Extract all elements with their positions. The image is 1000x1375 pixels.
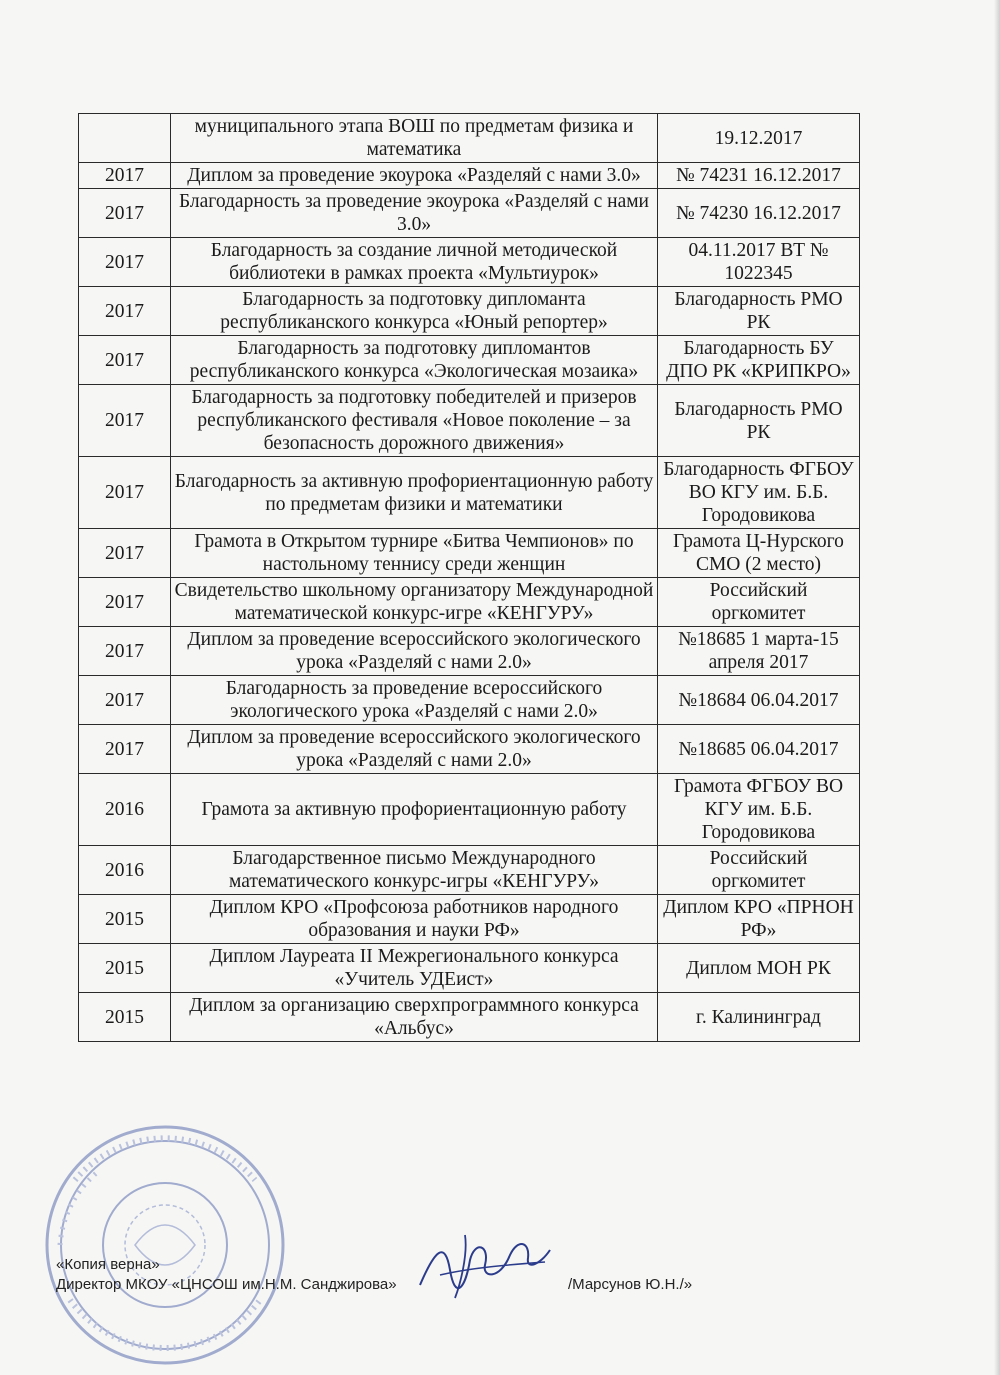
document-cell: г. Калининград xyxy=(658,993,860,1042)
document-cell: № 74230 16.12.2017 xyxy=(658,189,860,238)
table-row xyxy=(79,287,860,336)
document-cell: 19.12.2017 xyxy=(658,114,860,163)
year-cell: 2017 xyxy=(79,336,171,385)
table-row xyxy=(79,529,860,578)
award-title-cell: Благодарность за создание личной методической библиотеки в рамках проекта «Мультиурок» xyxy=(171,238,658,287)
year-cell: 2017 xyxy=(79,163,171,189)
award-title-cell: Благодарность за проведение экоурока «Разделяй с нами 3.0» xyxy=(171,189,658,238)
copy-note: «Копия верна» xyxy=(56,1256,160,1273)
year-cell: 2017 xyxy=(79,578,171,627)
document-cell: Благодарность ФГБОУ ВО КГУ им. Б.Б. Городовикова xyxy=(658,457,860,529)
award-title-cell: муниципального этапа ВОШ по предметам физика и математика xyxy=(171,114,658,163)
award-title-cell: Диплом Лауреата II Межрегионального конкурса «Учитель УДЕист» xyxy=(171,944,658,993)
document-cell: Российский оргкомитет xyxy=(658,846,860,895)
table-row xyxy=(79,676,860,725)
table-row xyxy=(79,774,860,846)
table-row xyxy=(79,457,860,529)
award-title-cell: Свидетельство школьному организатору Международной математической конкурс-игре «КЕНГУРУ» xyxy=(171,578,658,627)
year-cell: 2015 xyxy=(79,895,171,944)
award-title-cell: Благодарность за подготовку дипломанта республиканского конкурса «Юный репортер» xyxy=(171,287,658,336)
document-cell: №18684 06.04.2017 xyxy=(658,676,860,725)
signer-name: /Марсунов Ю.Н./» xyxy=(568,1276,693,1293)
document-cell: Благодарность РМО РК xyxy=(658,287,860,336)
document-cell: 04.11.2017 ВТ № 1022345 xyxy=(658,238,860,287)
award-title-cell: Диплом за проведение всероссийского экологического урока «Разделяй с нами 2.0» xyxy=(171,627,658,676)
year-cell: 2017 xyxy=(79,189,171,238)
table-row xyxy=(79,385,860,457)
award-title-cell: Благодарность за подготовку дипломантов республиканского конкурса «Экологическая мозаика» xyxy=(171,336,658,385)
document-cell: №18685 06.04.2017 xyxy=(658,725,860,774)
document-cell: Диплом КРО «ПРНОН РФ» xyxy=(658,895,860,944)
table-row xyxy=(79,895,860,944)
table-row xyxy=(79,336,860,385)
document-cell: Грамота Ц-Нурского СМО (2 место) xyxy=(658,529,860,578)
table-row xyxy=(79,578,860,627)
year-cell: 2017 xyxy=(79,385,171,457)
year-cell: 2017 xyxy=(79,287,171,336)
table-row xyxy=(79,163,860,189)
document-cell: №18685 1 марта-15 апреля 2017 xyxy=(658,627,860,676)
award-title-cell: Благодарность за подготовку победителей и призеров республиканского фестиваля «Новое поколение – за безопасность дорожного движения» xyxy=(171,385,658,457)
year-cell xyxy=(79,114,171,163)
award-title-cell: Грамота в Открытом турнире «Битва Чемпионов» по настольному теннису среди женщин xyxy=(171,529,658,578)
document-cell: Диплом МОН РК xyxy=(658,944,860,993)
year-cell: 2017 xyxy=(79,676,171,725)
year-cell: 2017 xyxy=(79,238,171,287)
document-cell: Грамота ФГБОУ ВО КГУ им. Б.Б. Городовикова xyxy=(658,774,860,846)
year-cell: 2015 xyxy=(79,944,171,993)
table-row xyxy=(79,725,860,774)
table-row xyxy=(79,114,860,163)
certification-footer xyxy=(56,1255,693,1295)
page-edge-shadow xyxy=(994,0,1000,1375)
year-cell: 2017 xyxy=(79,457,171,529)
year-cell: 2016 xyxy=(79,846,171,895)
year-cell: 2016 xyxy=(79,774,171,846)
director-signature xyxy=(410,1230,560,1300)
year-cell: 2017 xyxy=(79,529,171,578)
table-row xyxy=(79,189,860,238)
year-cell: 2017 xyxy=(79,725,171,774)
table-row xyxy=(79,944,860,993)
year-cell: 2015 xyxy=(79,993,171,1042)
award-title-cell: Благодарственное письмо Международного математического конкурс-игры «КЕНГУРУ» xyxy=(171,846,658,895)
award-title-cell: Грамота за активную профориентационную работу xyxy=(171,774,658,846)
award-title-cell: Благодарность за проведение всероссийского экологического урока «Разделяй с нами 2.0» xyxy=(171,676,658,725)
document-cell: № 74231 16.12.2017 xyxy=(658,163,860,189)
document-cell: Благодарность РМО РК xyxy=(658,385,860,457)
award-title-cell: Благодарность за активную профориентационную работу по предметам физики и математики xyxy=(171,457,658,529)
year-cell: 2017 xyxy=(79,627,171,676)
award-title-cell: Диплом за проведение всероссийского экологического урока «Разделяй с нами 2.0» xyxy=(171,725,658,774)
award-title-cell: Диплом за проведение экоурока «Разделяй с нами 3.0» xyxy=(171,163,658,189)
award-title-cell: Диплом КРО «Профсоюза работников народного образования и науки РФ» xyxy=(171,895,658,944)
document-cell: Благодарность БУ ДПО РК «КРИПКРО» xyxy=(658,336,860,385)
document-cell: Российский оргкомитет xyxy=(658,578,860,627)
awards-table xyxy=(78,113,860,1042)
table-row xyxy=(79,846,860,895)
table-row xyxy=(79,993,860,1042)
table-row xyxy=(79,238,860,287)
table-row xyxy=(79,627,860,676)
school-seal-stamp xyxy=(40,1120,290,1370)
award-title-cell: Диплом за организацию сверхпрограммного конкурса «Альбус» xyxy=(171,993,658,1042)
director-line: Директор МКОУ «ЦНСОШ им.Н.М. Санджирова» xyxy=(56,1276,397,1293)
